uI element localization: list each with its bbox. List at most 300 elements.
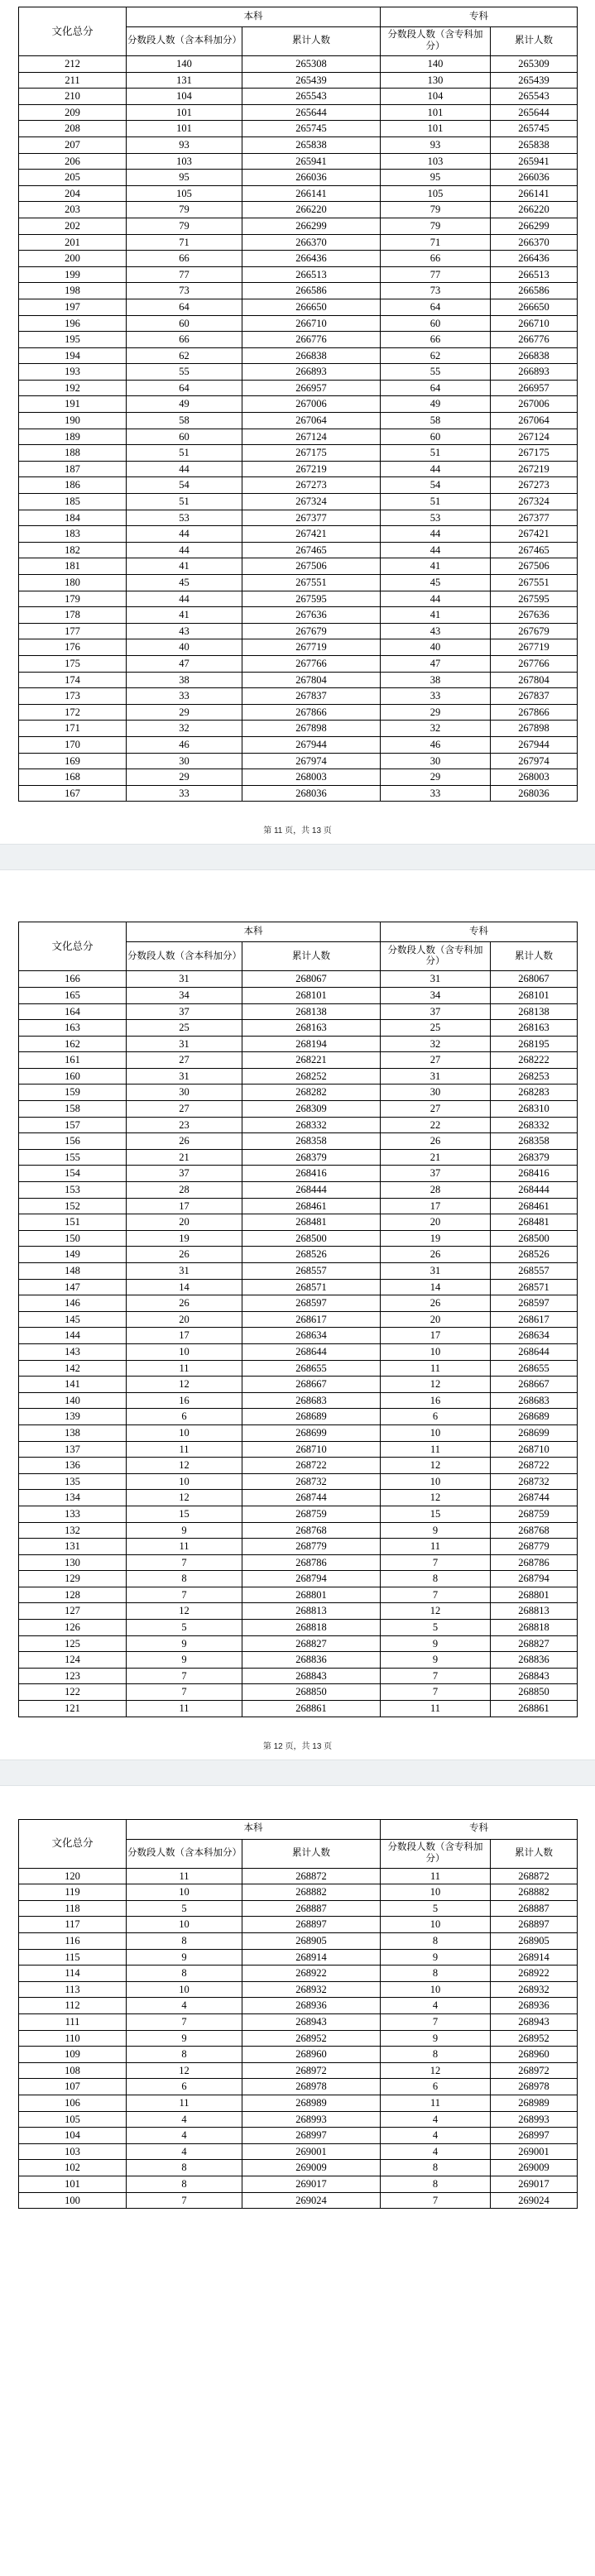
cell-score: 100	[19, 2192, 127, 2209]
table-row	[19, 1377, 578, 1393]
cell-undergrad-segment: 9	[127, 1522, 242, 1539]
cell-score: 131	[19, 1539, 127, 1555]
cell-vocational-segment: 64	[381, 380, 491, 396]
cell-undergrad-cumulative: 268978	[242, 2079, 381, 2095]
cell-vocational-cumulative: 268283	[491, 1085, 578, 1101]
cell-score: 191	[19, 396, 127, 413]
cell-undergrad-segment: 31	[127, 1263, 242, 1280]
table-row	[19, 542, 578, 558]
cell-vocational-cumulative: 266957	[491, 380, 578, 396]
cell-vocational-segment: 62	[381, 347, 491, 364]
cell-vocational-segment: 7	[381, 2013, 491, 2030]
cell-undergrad-cumulative: 267006	[242, 396, 381, 413]
cell-score: 178	[19, 607, 127, 624]
cell-score: 190	[19, 413, 127, 429]
cell-undergrad-segment: 46	[127, 736, 242, 753]
table-row	[19, 1949, 578, 1966]
cell-score: 212	[19, 56, 127, 73]
cell-vocational-cumulative: 266838	[491, 347, 578, 364]
cell-undergrad-cumulative: 268936	[242, 1998, 381, 2014]
cell-undergrad-segment: 12	[127, 1458, 242, 1474]
table-row	[19, 1917, 578, 1933]
cell-undergrad-segment: 44	[127, 542, 242, 558]
table-row	[19, 2013, 578, 2030]
cell-score: 160	[19, 1068, 127, 1085]
cell-vocational-cumulative: 268861	[491, 1701, 578, 1717]
cell-undergrad-cumulative: 266776	[242, 332, 381, 348]
cell-score: 170	[19, 736, 127, 753]
cell-undergrad-segment: 33	[127, 785, 242, 802]
cell-vocational-cumulative: 265644	[491, 104, 578, 121]
table-row	[19, 1603, 578, 1620]
cell-undergrad-cumulative: 268699	[242, 1424, 381, 1441]
cell-undergrad-cumulative: 268644	[242, 1343, 381, 1360]
cell-vocational-cumulative: 267324	[491, 494, 578, 510]
cell-score: 139	[19, 1409, 127, 1425]
cell-vocational-segment: 71	[381, 234, 491, 251]
table-row	[19, 380, 578, 396]
cell-undergrad-cumulative: 267421	[242, 526, 381, 543]
cell-vocational-cumulative: 265941	[491, 153, 578, 170]
cell-score: 204	[19, 185, 127, 202]
cell-vocational-cumulative: 265309	[491, 56, 578, 73]
cell-vocational-segment: 4	[381, 1998, 491, 2014]
table-row	[19, 1182, 578, 1199]
table-body-page-12	[19, 971, 578, 1717]
table-row	[19, 56, 578, 73]
table-row	[19, 1214, 578, 1231]
cell-vocational-cumulative: 267175	[491, 445, 578, 462]
table-row	[19, 413, 578, 429]
column-header-score: 文化总分	[19, 1819, 127, 1868]
table-header	[19, 1819, 578, 1868]
cell-vocational-cumulative: 267506	[491, 558, 578, 575]
table-row	[19, 1998, 578, 2014]
table-header	[19, 7, 578, 56]
cell-score: 205	[19, 170, 127, 186]
cell-vocational-segment: 58	[381, 413, 491, 429]
table-row	[19, 971, 578, 988]
table-row	[19, 1085, 578, 1101]
cell-vocational-segment: 105	[381, 185, 491, 202]
cell-score: 169	[19, 753, 127, 769]
cell-vocational-cumulative: 266299	[491, 218, 578, 234]
cell-undergrad-segment: 44	[127, 591, 242, 607]
table-row	[19, 170, 578, 186]
cell-vocational-cumulative: 268850	[491, 1684, 578, 1701]
cell-vocational-cumulative: 268655	[491, 1360, 578, 1377]
cell-undergrad-segment: 11	[127, 1360, 242, 1377]
table-row	[19, 429, 578, 445]
cell-vocational-segment: 26	[381, 1295, 491, 1312]
cell-vocational-cumulative: 267974	[491, 753, 578, 769]
table-header	[19, 922, 578, 971]
cell-undergrad-cumulative: 267506	[242, 558, 381, 575]
table-row	[19, 558, 578, 575]
cell-undergrad-cumulative: 268779	[242, 1539, 381, 1555]
cell-vocational-segment: 33	[381, 785, 491, 802]
cell-vocational-segment: 26	[381, 1133, 491, 1150]
cell-undergrad-cumulative: 267124	[242, 429, 381, 445]
cell-undergrad-segment: 64	[127, 299, 242, 315]
cell-score: 134	[19, 1490, 127, 1506]
cell-undergrad-cumulative: 268416	[242, 1166, 381, 1182]
table-row	[19, 347, 578, 364]
page-separator-1	[0, 844, 595, 870]
cell-score: 206	[19, 153, 127, 170]
cell-undergrad-segment: 105	[127, 185, 242, 202]
cell-vocational-segment: 19	[381, 1230, 491, 1247]
cell-undergrad-segment: 4	[127, 1998, 242, 2014]
cell-undergrad-segment: 28	[127, 1182, 242, 1199]
cell-undergrad-segment: 12	[127, 1377, 242, 1393]
cell-vocational-segment: 4	[381, 2143, 491, 2160]
column-header-vocational-cumulative: 累计人数	[491, 1839, 578, 1868]
cell-score: 126	[19, 1620, 127, 1636]
table-row	[19, 1311, 578, 1328]
cell-score: 141	[19, 1377, 127, 1393]
cell-vocational-cumulative: 268481	[491, 1214, 578, 1231]
cell-undergrad-cumulative: 268194	[242, 1036, 381, 1052]
table-row	[19, 721, 578, 737]
cell-vocational-cumulative: 268571	[491, 1279, 578, 1295]
table-row	[19, 283, 578, 299]
cell-undergrad-segment: 9	[127, 1949, 242, 1966]
cell-undergrad-segment: 11	[127, 1701, 242, 1717]
cell-vocational-segment: 8	[381, 2160, 491, 2176]
cell-vocational-segment: 10	[381, 1473, 491, 1490]
cell-vocational-cumulative: 268444	[491, 1182, 578, 1199]
cell-vocational-cumulative: 268557	[491, 1263, 578, 1280]
cell-score: 174	[19, 672, 127, 688]
cell-vocational-cumulative: 268379	[491, 1149, 578, 1166]
table-row	[19, 445, 578, 462]
cell-score: 140	[19, 1392, 127, 1409]
cell-undergrad-segment: 6	[127, 1409, 242, 1425]
cell-score: 119	[19, 1884, 127, 1901]
table-row	[19, 1198, 578, 1214]
cell-undergrad-segment: 26	[127, 1247, 242, 1263]
cell-score: 180	[19, 575, 127, 591]
cell-vocational-cumulative: 268813	[491, 1603, 578, 1620]
table-row	[19, 987, 578, 1003]
cell-undergrad-cumulative: 267866	[242, 704, 381, 721]
score-distribution-table	[18, 1819, 578, 2209]
cell-undergrad-segment: 51	[127, 494, 242, 510]
column-header-undergrad-segment: 分数段人数（含本科加分）	[127, 27, 242, 56]
table-row	[19, 121, 578, 137]
cell-undergrad-cumulative: 267944	[242, 736, 381, 753]
cell-vocational-segment: 140	[381, 56, 491, 73]
cell-vocational-segment: 77	[381, 266, 491, 283]
cell-vocational-cumulative: 268067	[491, 971, 578, 988]
cell-vocational-cumulative: 266220	[491, 202, 578, 218]
column-group-undergraduate: 本科	[127, 7, 381, 27]
table-row	[19, 1101, 578, 1118]
cell-undergrad-cumulative: 268036	[242, 785, 381, 802]
cell-undergrad-segment: 44	[127, 526, 242, 543]
cell-vocational-segment: 7	[381, 1587, 491, 1603]
table-row	[19, 1328, 578, 1344]
cell-vocational-segment: 9	[381, 1949, 491, 1966]
cell-vocational-segment: 44	[381, 591, 491, 607]
cell-score: 196	[19, 315, 127, 332]
cell-vocational-segment: 79	[381, 202, 491, 218]
cell-undergrad-segment: 9	[127, 1635, 242, 1652]
cell-undergrad-segment: 31	[127, 1036, 242, 1052]
cell-undergrad-cumulative: 266710	[242, 315, 381, 332]
cell-vocational-cumulative: 269009	[491, 2160, 578, 2176]
table-row	[19, 266, 578, 283]
cell-vocational-segment: 7	[381, 1668, 491, 1684]
cell-score: 183	[19, 526, 127, 543]
table-row	[19, 785, 578, 802]
cell-undergrad-cumulative: 268667	[242, 1377, 381, 1393]
cell-undergrad-cumulative: 268481	[242, 1214, 381, 1231]
cell-undergrad-cumulative: 268905	[242, 1933, 381, 1950]
table-row	[19, 2192, 578, 2209]
cell-vocational-segment: 44	[381, 542, 491, 558]
cell-vocational-cumulative: 268943	[491, 2013, 578, 2030]
cell-vocational-segment: 5	[381, 1620, 491, 1636]
cell-undergrad-cumulative: 267837	[242, 688, 381, 705]
cell-vocational-segment: 27	[381, 1101, 491, 1118]
table-row	[19, 2111, 578, 2128]
cell-score: 156	[19, 1133, 127, 1150]
cell-vocational-segment: 12	[381, 1490, 491, 1506]
cell-score: 104	[19, 2128, 127, 2144]
cell-undergrad-cumulative: 266893	[242, 364, 381, 381]
cell-undergrad-segment: 10	[127, 1981, 242, 1998]
cell-vocational-cumulative: 268644	[491, 1343, 578, 1360]
table-container-page-13	[0, 1819, 595, 2209]
cell-vocational-segment: 103	[381, 153, 491, 170]
cell-undergrad-cumulative: 265439	[242, 72, 381, 89]
table-row	[19, 1522, 578, 1539]
cell-vocational-cumulative: 268036	[491, 785, 578, 802]
cell-vocational-cumulative: 268936	[491, 1998, 578, 2014]
cell-vocational-cumulative: 267719	[491, 639, 578, 656]
table-row	[19, 477, 578, 494]
cell-vocational-segment: 5	[381, 1900, 491, 1917]
table-row	[19, 2062, 578, 2079]
cell-vocational-cumulative: 268932	[491, 1981, 578, 1998]
cell-undergrad-segment: 8	[127, 2047, 242, 2063]
table-row	[19, 1701, 578, 1717]
cell-undergrad-segment: 131	[127, 72, 242, 89]
cell-vocational-segment: 51	[381, 445, 491, 462]
cell-undergrad-cumulative: 266370	[242, 234, 381, 251]
cell-vocational-cumulative: 267421	[491, 526, 578, 543]
table-row	[19, 1884, 578, 1901]
cell-undergrad-segment: 16	[127, 1392, 242, 1409]
cell-undergrad-cumulative: 268138	[242, 1003, 381, 1020]
cell-undergrad-segment: 23	[127, 1117, 242, 1133]
cell-undergrad-segment: 8	[127, 2176, 242, 2192]
cell-undergrad-segment: 31	[127, 971, 242, 988]
cell-undergrad-cumulative: 268813	[242, 1603, 381, 1620]
cell-vocational-segment: 73	[381, 283, 491, 299]
cell-vocational-cumulative: 268978	[491, 2079, 578, 2095]
cell-undergrad-cumulative: 267219	[242, 461, 381, 477]
table-row	[19, 510, 578, 526]
cell-undergrad-cumulative: 267804	[242, 672, 381, 688]
table-row	[19, 753, 578, 769]
cell-undergrad-segment: 79	[127, 218, 242, 234]
cell-vocational-cumulative: 268905	[491, 1933, 578, 1950]
cell-undergrad-segment: 73	[127, 283, 242, 299]
cell-score: 193	[19, 364, 127, 381]
cell-score: 118	[19, 1900, 127, 1917]
cell-undergrad-cumulative: 267377	[242, 510, 381, 526]
table-row	[19, 639, 578, 656]
cell-score: 162	[19, 1036, 127, 1052]
cell-undergrad-segment: 26	[127, 1133, 242, 1150]
cell-score: 136	[19, 1458, 127, 1474]
table-row	[19, 1587, 578, 1603]
cell-undergrad-cumulative: 268960	[242, 2047, 381, 2063]
cell-undergrad-segment: 53	[127, 510, 242, 526]
cell-undergrad-cumulative: 269024	[242, 2192, 381, 2209]
cell-undergrad-segment: 27	[127, 1101, 242, 1118]
cell-vocational-cumulative: 268667	[491, 1377, 578, 1393]
cell-undergrad-segment: 51	[127, 445, 242, 462]
cell-undergrad-segment: 8	[127, 2160, 242, 2176]
cell-undergrad-segment: 4	[127, 2143, 242, 2160]
cell-vocational-cumulative: 267551	[491, 575, 578, 591]
cell-vocational-cumulative: 268597	[491, 1295, 578, 1312]
cell-vocational-segment: 21	[381, 1149, 491, 1166]
cell-undergrad-cumulative: 267679	[242, 623, 381, 639]
cell-score: 194	[19, 347, 127, 364]
table-row	[19, 202, 578, 218]
table-row	[19, 1490, 578, 1506]
cell-vocational-segment: 12	[381, 1603, 491, 1620]
cell-undergrad-segment: 64	[127, 380, 242, 396]
table-row	[19, 1620, 578, 1636]
cell-score: 171	[19, 721, 127, 737]
cell-score: 128	[19, 1587, 127, 1603]
cell-vocational-cumulative: 268722	[491, 1458, 578, 1474]
cell-score: 172	[19, 704, 127, 721]
cell-vocational-segment: 55	[381, 364, 491, 381]
cell-vocational-segment: 7	[381, 1554, 491, 1571]
cell-undergrad-segment: 62	[127, 347, 242, 364]
cell-undergrad-cumulative: 268067	[242, 971, 381, 988]
cell-score: 142	[19, 1360, 127, 1377]
cell-vocational-cumulative: 268699	[491, 1424, 578, 1441]
cell-undergrad-segment: 10	[127, 1343, 242, 1360]
cell-undergrad-cumulative: 266957	[242, 380, 381, 396]
table-row	[19, 1247, 578, 1263]
cell-vocational-cumulative: 267273	[491, 477, 578, 494]
cell-vocational-cumulative: 267766	[491, 655, 578, 672]
cell-score: 197	[19, 299, 127, 315]
column-header-undergrad-cumulative: 累计人数	[242, 942, 381, 971]
table-header-row-group	[19, 922, 578, 942]
cell-undergrad-segment: 71	[127, 234, 242, 251]
cell-score: 210	[19, 89, 127, 105]
table-row	[19, 1506, 578, 1522]
cell-vocational-cumulative: 268634	[491, 1328, 578, 1344]
cell-score: 187	[19, 461, 127, 477]
table-row	[19, 1003, 578, 1020]
cell-undergrad-segment: 26	[127, 1295, 242, 1312]
cell-undergrad-cumulative: 268818	[242, 1620, 381, 1636]
cell-vocational-segment: 9	[381, 2030, 491, 2047]
cell-vocational-segment: 32	[381, 1036, 491, 1052]
cell-undergrad-cumulative: 268887	[242, 1900, 381, 1917]
table-row	[19, 607, 578, 624]
table-row	[19, 1068, 578, 1085]
cell-vocational-segment: 7	[381, 1684, 491, 1701]
cell-undergrad-cumulative: 267551	[242, 575, 381, 591]
cell-vocational-segment: 11	[381, 1441, 491, 1458]
cell-vocational-segment: 10	[381, 1343, 491, 1360]
cell-score: 163	[19, 1020, 127, 1037]
cell-vocational-cumulative: 266893	[491, 364, 578, 381]
cell-score: 106	[19, 2095, 127, 2111]
cell-undergrad-cumulative: 268836	[242, 1652, 381, 1669]
cell-vocational-segment: 30	[381, 1085, 491, 1101]
cell-score: 168	[19, 769, 127, 786]
table-row	[19, 364, 578, 381]
table-row	[19, 1933, 578, 1950]
cell-vocational-cumulative: 268195	[491, 1036, 578, 1052]
cell-vocational-cumulative: 269024	[491, 2192, 578, 2209]
cell-score: 154	[19, 1166, 127, 1182]
table-row	[19, 2143, 578, 2160]
cell-undergrad-segment: 11	[127, 1441, 242, 1458]
cell-undergrad-cumulative: 268759	[242, 1506, 381, 1522]
cell-undergrad-cumulative: 268444	[242, 1182, 381, 1199]
cell-undergrad-segment: 37	[127, 1003, 242, 1020]
cell-score: 107	[19, 2079, 127, 2095]
cell-undergrad-cumulative: 268794	[242, 1571, 381, 1587]
cell-score: 211	[19, 72, 127, 89]
table-row	[19, 1295, 578, 1312]
cell-vocational-segment: 17	[381, 1328, 491, 1344]
cell-undergrad-cumulative: 268634	[242, 1328, 381, 1344]
cell-vocational-segment: 14	[381, 1279, 491, 1295]
cell-vocational-segment: 25	[381, 1020, 491, 1037]
cell-vocational-segment: 9	[381, 1635, 491, 1652]
cell-undergrad-segment: 4	[127, 2128, 242, 2144]
table-row	[19, 2176, 578, 2192]
score-distribution-table	[18, 7, 578, 802]
table-row	[19, 1539, 578, 1555]
cell-undergrad-segment: 30	[127, 753, 242, 769]
cell-undergrad-segment: 47	[127, 655, 242, 672]
cell-undergrad-segment: 77	[127, 266, 242, 283]
cell-vocational-cumulative: 266370	[491, 234, 578, 251]
cell-undergrad-cumulative: 266838	[242, 347, 381, 364]
cell-undergrad-cumulative: 266586	[242, 283, 381, 299]
table-row	[19, 2030, 578, 2047]
cell-undergrad-cumulative: 268872	[242, 1868, 381, 1884]
column-header-vocational-cumulative: 累计人数	[491, 942, 578, 971]
cell-vocational-segment: 60	[381, 315, 491, 332]
cell-score: 101	[19, 2176, 127, 2192]
cell-vocational-segment: 29	[381, 769, 491, 786]
cell-undergrad-segment: 7	[127, 1668, 242, 1684]
table-row	[19, 234, 578, 251]
cell-undergrad-segment: 32	[127, 721, 242, 737]
cell-vocational-cumulative: 268872	[491, 1868, 578, 1884]
cell-score: 138	[19, 1424, 127, 1441]
table-row	[19, 218, 578, 234]
cell-undergrad-segment: 7	[127, 1684, 242, 1701]
